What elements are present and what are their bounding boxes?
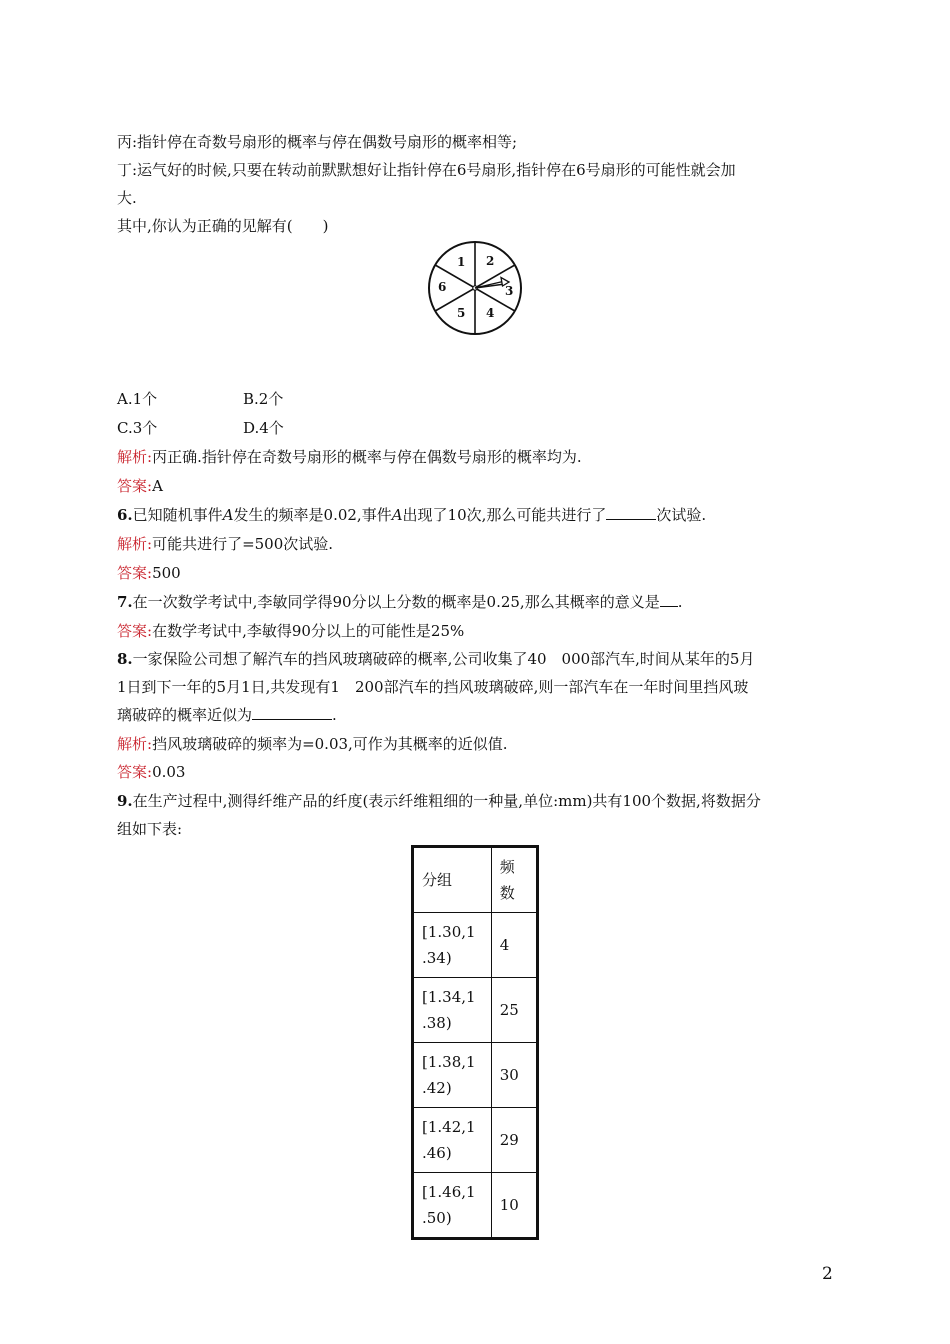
table-row xyxy=(413,978,538,1043)
q8-question-line2: 1日到下一年的5月1日,共发现有1 200部汽车的挡风玻璃破碎,则一部汽车在一年时间里挡风玻 xyxy=(117,678,749,696)
q8-text: 一家保险公司想了解汽车的挡风玻璃破碎的概率,公司收集了40 000部汽车,时间从某年的5月 xyxy=(132,650,755,668)
group-cell: [1.42,1 .46) xyxy=(413,1108,492,1173)
table-row xyxy=(413,913,538,978)
q7-question xyxy=(117,592,682,612)
option-a: A.1个 xyxy=(117,390,158,408)
answer-text: 500 xyxy=(152,564,181,582)
spinner-label: 3 xyxy=(505,284,514,298)
analysis-label: 解析: xyxy=(117,448,153,466)
q8-answer xyxy=(117,762,185,782)
table-header-row xyxy=(413,847,538,913)
question-number: 9. xyxy=(117,792,133,810)
statement-ding-line2: 大. xyxy=(117,189,137,207)
answer-blank xyxy=(660,592,678,607)
group-cell: [1.30,1 .34) xyxy=(413,913,492,978)
q9-question-line2: 组如下表: xyxy=(117,820,183,838)
statement-ding-line1: 丁:运气好的时候,只要在转动前默默想好让指针停在6号扇形,指针停在6号扇形的可能性就会加 xyxy=(117,161,736,179)
statement-bing: 丙:指针停在奇数号扇形的概率与停在偶数号扇形的概率相等; xyxy=(117,133,518,151)
analysis-label: 解析: xyxy=(117,535,153,553)
q6-text: 发生的频率是0.02,事件 xyxy=(233,506,392,524)
table-row xyxy=(413,1108,538,1173)
group-cell: [1.34,1 .38) xyxy=(413,978,492,1043)
answer-label: 答案: xyxy=(117,564,153,582)
spinner-label: 5 xyxy=(457,306,466,320)
option-b: B.2个 xyxy=(243,390,284,408)
variable-a: A xyxy=(222,506,234,524)
analysis-label: 解析: xyxy=(117,735,153,753)
frequency-table xyxy=(411,845,539,1240)
question-number: 8. xyxy=(117,650,133,668)
q8-text: . xyxy=(332,706,337,724)
answer-label: 答案: xyxy=(117,622,153,640)
question-number: 7. xyxy=(117,593,133,611)
frequency-cell: 4 xyxy=(491,913,537,978)
frequency-cell: 10 xyxy=(491,1173,537,1239)
q9-text: 在生产过程中,测得纤维产品的纤度(表示纤维粗细的一种量,单位:mm)共有100个数据,将数据分 xyxy=(132,792,761,810)
q6-answer xyxy=(117,563,181,583)
q5-answer xyxy=(117,476,163,496)
frequency-cell: 29 xyxy=(491,1108,537,1173)
table-row xyxy=(413,1173,538,1239)
header-group: 分组 xyxy=(413,847,492,913)
spinner-label: 1 xyxy=(457,255,466,269)
q6-analysis xyxy=(117,534,333,554)
q5-analysis xyxy=(117,447,582,467)
q6-text: 出现了10次,那么可能共进行了 xyxy=(402,506,607,524)
spinner-label: 2 xyxy=(486,254,495,268)
answer-label: 答案: xyxy=(117,763,153,781)
q7-text: . xyxy=(677,593,683,611)
spinner-label: 4 xyxy=(486,306,495,320)
answer-blank xyxy=(252,705,332,720)
frequency-cell: 25 xyxy=(491,978,537,1043)
q6-text: 次试验. xyxy=(656,506,707,524)
analysis-text: 挡风玻璃破碎的频率为=0.03,可作为其概率的近似值. xyxy=(152,735,508,753)
table-row xyxy=(413,1043,538,1108)
answer-text: 在数学考试中,李敏得90分以上的可能性是25% xyxy=(152,622,465,640)
answer-label: 答案: xyxy=(117,477,153,495)
answer-text: 0.03 xyxy=(152,763,186,781)
option-c: C.3个 xyxy=(117,419,158,437)
q6-text: 已知随机事件 xyxy=(132,506,223,524)
q5-question: 其中,你认为正确的见解有( ) xyxy=(117,217,329,235)
header-frequency-char: 频 xyxy=(499,858,515,876)
header-frequency-char: 数 xyxy=(499,884,515,902)
q8-text: 璃破碎的概率近似为 xyxy=(117,706,253,724)
option-d: D.4个 xyxy=(243,419,284,437)
q7-text: 在一次数学考试中,李敏同学得90分以上分数的概率是0.25,那么其概率的意义是 xyxy=(132,593,660,611)
variable-a: A xyxy=(391,506,403,524)
q8-question-line1 xyxy=(117,649,754,669)
analysis-text: 丙正确.指针停在奇数号扇形的概率与停在偶数号扇形的概率均为. xyxy=(152,448,582,466)
q6-question xyxy=(117,505,706,525)
header-frequency xyxy=(491,847,537,913)
spinner-figure xyxy=(425,238,525,338)
page-number: 2 xyxy=(822,1264,833,1284)
group-cell: [1.38,1 .42) xyxy=(413,1043,492,1108)
q9-question-line1 xyxy=(117,791,761,811)
analysis-text: 可能共进行了=500次试验. xyxy=(152,535,334,553)
q8-analysis xyxy=(117,734,508,754)
q7-answer xyxy=(117,621,464,641)
group-cell: [1.46,1 .50) xyxy=(413,1173,492,1239)
answer-blank xyxy=(606,505,656,520)
spinner-label: 6 xyxy=(438,280,447,294)
q8-question-line3 xyxy=(117,705,337,725)
answer-text: A xyxy=(152,477,163,495)
question-number: 6. xyxy=(117,506,133,524)
frequency-cell: 30 xyxy=(491,1043,537,1108)
